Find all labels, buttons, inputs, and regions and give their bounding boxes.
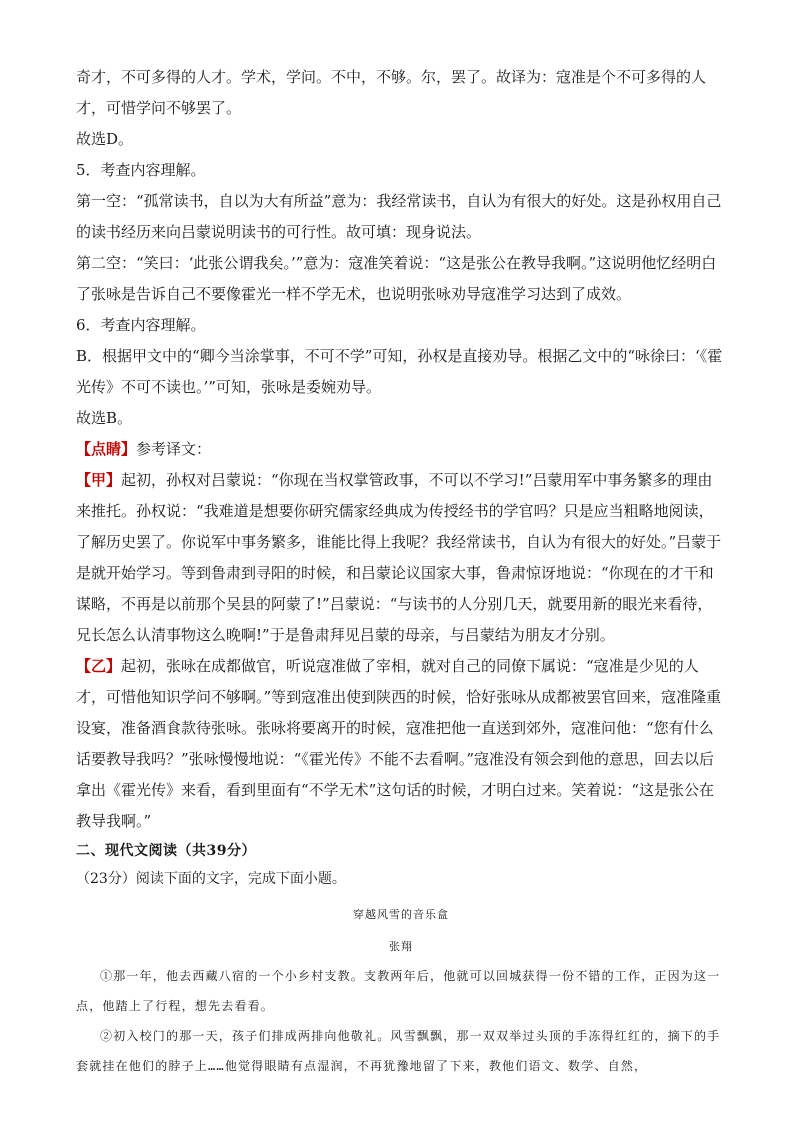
story-title: 穿越风雪的音乐盒 — [353, 908, 449, 921]
translation-jia — [76, 465, 726, 651]
question-5-blank-2: 第二空：“笑曰：‘此张公谓我矣。’”意为：寇准笑着说：“这是张公在教导我啊。”这说明他忆经明白了张咏是告诉自己不要像霍光一样不学无术，也说明张咏劝导寇准学习达到了成效。 — [76, 254, 717, 303]
question-5-blank-1: 第一空：“孤常读书，自以为大有所益”意为：我经常读书，自认为有很大的好处。这是孙权用自己的读书经历来向吕蒙说明读书的可行性。故可填：现身说法。 — [76, 192, 722, 241]
yi-tag: 【乙】 — [76, 657, 122, 675]
jia-text: 起初，孙权对吕蒙说：“你现在当权掌管政事，不可以不学习!”吕蒙用军中事务繁多的理由来推托。孙权说：“我难道是想要你研究儒家经典成为传授经书的学官吗？只是应当粗略地阅读，了解历史罢了。你说军中事务繁多，谁能比得上我呢？我经常读书，自认为有很大的好处。”吕蒙于是就开始学习。等到鲁肃到寻阳的时候，和吕蒙论议国家大事，鲁肃惊讶地说：“你现在的才干和谋略，不再是以前那个吴县的阿蒙了!”吕蒙说：“与读书的人分别几天，就要用新的眼光来看待，兄长怎么认清事物这么晚啊!”于是鲁肃拜见吕蒙的母亲，与吕蒙结为朋友才分别。 — [76, 471, 722, 644]
dianjing-tag: 【点睛】 — [76, 440, 137, 458]
yi-text: 起初，张咏在成都做官，听说寇准做了宰相，就对自己的同僚下属说：“寇准是少见的人才，可惜他知识学问不够啊。”等到寇准出使到陕西的时候，恰好张咏从成都被罢官回来，寇准隆重设宴，准备酒食款待张咏。张咏将要离开的时候，寇准把他一直送到郊外，寇准问他：“您有什么话要教导我吗？”张咏慢慢地说：“《霍光传》不能不去看啊。”寇准没有领会到他的意思，回去以后拿出《霍光传》来看，看到里面有“不学无术”这句话的时候，才明白过来。笑着说：“这是张公在教导我啊。” — [76, 657, 722, 830]
question-6-explanation: B．根据甲文中的“卿今当涂掌事，不可不学”可知，孙权是直接劝导。根据乙文中的“咏徐曰：‘《霍光传》不可不读也。’”可知，张咏是委婉劝导。 — [76, 347, 723, 396]
section-2-heading: 二、现代文阅读（共39分） — [76, 843, 256, 859]
section-2-intro: （23分）阅读下面的文字，完成下面小题。 — [76, 871, 346, 887]
translation-yi — [76, 651, 726, 837]
answer-line: 故选D。 — [76, 130, 134, 148]
document-page — [76, 62, 726, 1081]
question-6-answer: 故选B。 — [76, 409, 133, 427]
dianjing-text: 参考译文： — [136, 440, 212, 458]
explanation-line: 奇才，不可多得的人才。学术，学问。不中，不够。尔，罢了。故译为：寇准是个不可多得的人才，可惜学问不够罢了。 — [76, 68, 707, 117]
dianjing-paragraph — [76, 434, 726, 465]
question-6-heading: 6．考查内容理解。 — [76, 316, 206, 334]
jia-tag: 【甲】 — [76, 471, 122, 489]
story-paragraph-1: ①那一年，他去西藏八宿的一个小乡村支教。支教两年后，他就可以回城获得一份不错的工作，正因为这一点，他踏上了行程，想先去看看。 — [76, 969, 721, 1013]
question-5-heading: 5．考查内容理解。 — [76, 161, 206, 179]
story-paragraph-2: ②初入校门的那一天，孩子们排成两排向他敬礼。风雪飘飘，那一双双举过头顶的手冻得红红的，摘下的手套就挂在他们的脖子上……他觉得眼睛有点湿润，不再犹豫地留了下来，教他们语文、数学、自然， — [76, 1029, 721, 1073]
story-author: 张翔 — [389, 940, 413, 953]
